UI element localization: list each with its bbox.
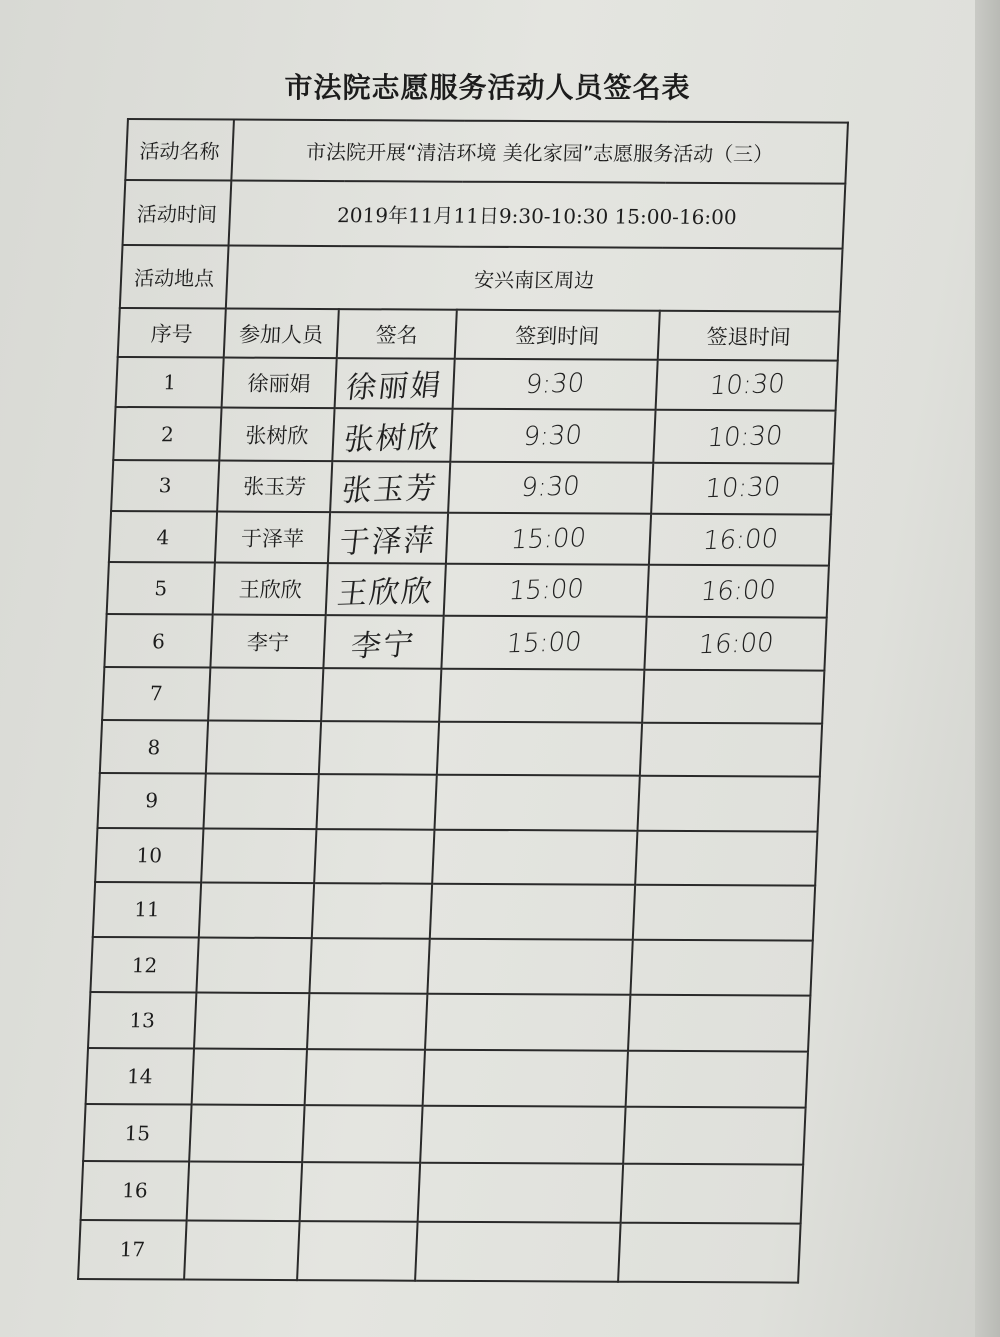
table-row xyxy=(81,1161,804,1223)
row-participant-cell xyxy=(194,993,309,1049)
row-index-cell: 8 xyxy=(100,720,208,774)
row-checkout-cell xyxy=(651,462,833,514)
row-checkin-cell xyxy=(420,1106,625,1164)
table-row xyxy=(90,937,812,996)
row-index-cell: 16 xyxy=(81,1161,190,1220)
row-index-cell: 10 xyxy=(95,828,203,883)
info-row-time xyxy=(123,180,846,248)
row-participant-cell: 李宁 xyxy=(210,615,325,668)
row-checkout: 16:00 xyxy=(696,627,775,660)
row-checkin-cell xyxy=(441,616,646,669)
page-title: 市法院志愿服务活动人员签名表 xyxy=(284,71,691,104)
row-checkin-cell xyxy=(427,939,632,995)
row-signature-cell xyxy=(309,938,429,994)
row-checkout: 16:00 xyxy=(700,523,780,556)
row-index-cell: 1 xyxy=(116,357,224,408)
row-participant-cell xyxy=(201,828,316,883)
row-signature-cell xyxy=(297,1221,418,1281)
row-checkin-cell xyxy=(434,775,639,830)
row-checkin-cell xyxy=(425,994,630,1050)
table-body xyxy=(78,119,848,1283)
row-participant-cell xyxy=(184,1220,300,1280)
row-index-cell: 11 xyxy=(93,882,201,938)
row-checkout-cell xyxy=(649,514,831,566)
header-checkin: 签到时间 xyxy=(455,310,660,360)
row-participant-cell: 张树欣 xyxy=(219,408,334,461)
row-checkout-cell xyxy=(626,1050,808,1107)
row-signature-cell xyxy=(314,829,434,884)
info-row-place xyxy=(120,245,843,312)
row-checkout: 10:30 xyxy=(705,420,784,453)
row-checkout-cell xyxy=(647,565,829,618)
row-signature: 李宁 xyxy=(349,627,418,665)
row-signature: 王欣欣 xyxy=(335,574,436,613)
row-checkin-cell xyxy=(450,409,655,462)
row-signature-cell xyxy=(321,668,441,722)
table-row xyxy=(100,720,822,777)
row-signature-cell xyxy=(300,1162,421,1221)
info-row-name xyxy=(125,119,848,184)
row-index-cell: 17 xyxy=(78,1220,187,1280)
row-index-cell: 2 xyxy=(113,407,221,460)
row-checkout-cell xyxy=(633,885,815,941)
row-signature: 张玉芳 xyxy=(339,471,440,510)
table-row xyxy=(102,667,824,724)
row-participant-cell: 于泽苹 xyxy=(215,512,330,564)
row-checkout: 10:30 xyxy=(707,369,786,402)
table-row xyxy=(116,357,838,411)
header-participant: 参加人员 xyxy=(224,308,339,358)
table-row xyxy=(78,1220,801,1283)
row-signature-cell xyxy=(302,1105,422,1163)
row-checkin-cell xyxy=(448,461,653,513)
row-signature-cell xyxy=(305,1049,425,1106)
row-participant-cell xyxy=(192,1048,307,1105)
row-signature-cell xyxy=(330,461,450,513)
paper-edge xyxy=(975,0,1000,1337)
table-row xyxy=(107,562,829,618)
row-checkout-cell xyxy=(621,1164,804,1223)
row-index-cell: 13 xyxy=(88,992,196,1048)
row-signature-cell xyxy=(323,616,443,669)
row-checkout-cell xyxy=(642,669,824,723)
row-participant-cell xyxy=(203,774,318,829)
activity-place-label: 活动地点 xyxy=(120,245,229,309)
row-participant-cell: 王欣欣 xyxy=(213,563,328,616)
table-row xyxy=(93,882,815,941)
activity-time-value: 2019年11月11日9:30-10:30 15:00-16:00 xyxy=(229,181,846,248)
table-row xyxy=(104,614,826,670)
activity-place-value: 安兴南区周边 xyxy=(226,245,843,311)
row-index-cell: 5 xyxy=(107,562,215,615)
row-checkout: 16:00 xyxy=(698,575,777,608)
row-checkin: 9:30 xyxy=(522,419,584,452)
table-row xyxy=(88,992,810,1051)
row-checkout: 10:30 xyxy=(703,472,782,505)
row-checkin-cell xyxy=(444,564,649,617)
row-checkout-cell xyxy=(656,360,838,411)
row-signature: 徐丽娟 xyxy=(344,368,445,407)
row-checkin-cell xyxy=(423,1049,628,1106)
row-participant-cell: 徐丽娟 xyxy=(222,358,337,409)
activity-time-label: 活动时间 xyxy=(123,180,232,245)
row-participant-cell xyxy=(189,1104,304,1162)
row-signature-cell xyxy=(307,993,427,1049)
row-participant-cell xyxy=(199,882,314,938)
row-signature-cell xyxy=(316,774,436,829)
row-index-cell: 3 xyxy=(111,460,219,512)
row-checkout-cell xyxy=(653,410,835,463)
row-checkout-cell xyxy=(640,723,822,777)
row-participant-cell: 张玉芳 xyxy=(217,460,332,512)
row-checkin: 15:00 xyxy=(509,522,588,555)
row-checkin-cell xyxy=(430,884,635,940)
table-row xyxy=(97,773,819,831)
row-checkout-cell xyxy=(628,995,810,1051)
row-checkin-cell xyxy=(439,668,644,722)
row-participant-cell xyxy=(206,721,321,775)
row-index-cell: 12 xyxy=(90,937,198,993)
row-signature-cell xyxy=(326,563,446,616)
row-checkin-cell xyxy=(415,1221,621,1281)
row-checkin-cell xyxy=(432,829,637,884)
row-index-cell: 9 xyxy=(97,773,205,828)
row-signature-cell xyxy=(312,883,432,939)
header-index: 序号 xyxy=(118,308,226,358)
row-participant-cell xyxy=(196,938,311,994)
row-signature-cell xyxy=(332,409,452,462)
row-index-cell: 4 xyxy=(109,511,217,563)
row-checkout-cell xyxy=(635,830,817,885)
table-row xyxy=(95,828,817,886)
row-checkin: 15:00 xyxy=(507,574,586,607)
activity-name-value: 市法院开展“清洁环境 美化家园”志愿服务活动（三） xyxy=(231,120,848,184)
signin-form xyxy=(77,118,847,1284)
header-row xyxy=(118,308,840,361)
row-signature-cell xyxy=(328,512,448,564)
activity-name-label: 活动名称 xyxy=(125,119,234,181)
row-checkin: 9:30 xyxy=(519,471,582,504)
row-checkout-cell xyxy=(618,1222,801,1282)
row-index-cell: 15 xyxy=(83,1104,191,1162)
row-signature: 于泽萍 xyxy=(337,522,438,561)
row-checkin: 15:00 xyxy=(504,626,584,659)
table-row xyxy=(83,1104,805,1165)
row-signature: 张树欣 xyxy=(342,419,443,458)
row-participant-cell xyxy=(208,667,323,721)
row-signature-cell xyxy=(335,358,455,409)
row-checkin-cell xyxy=(437,722,642,776)
row-checkin: 9:30 xyxy=(524,368,587,401)
table-row xyxy=(109,511,831,566)
row-checkout-cell xyxy=(623,1107,805,1165)
row-checkout-cell xyxy=(644,617,826,670)
row-index-cell: 7 xyxy=(102,667,210,721)
row-checkin-cell xyxy=(453,359,658,410)
header-checkout: 签退时间 xyxy=(658,311,840,361)
header-signature: 签名 xyxy=(337,309,457,359)
row-index-cell: 6 xyxy=(104,614,212,667)
row-checkout-cell xyxy=(637,776,819,831)
row-checkin-cell xyxy=(446,513,651,565)
table-row xyxy=(86,1048,808,1108)
row-signature-cell xyxy=(319,721,439,775)
signin-table xyxy=(77,118,849,1284)
row-participant-cell xyxy=(187,1162,303,1221)
table-row xyxy=(111,460,833,515)
row-checkin-cell xyxy=(418,1163,624,1222)
row-index-cell: 14 xyxy=(86,1048,194,1105)
table-row xyxy=(113,407,835,463)
row-checkout-cell xyxy=(630,940,812,996)
